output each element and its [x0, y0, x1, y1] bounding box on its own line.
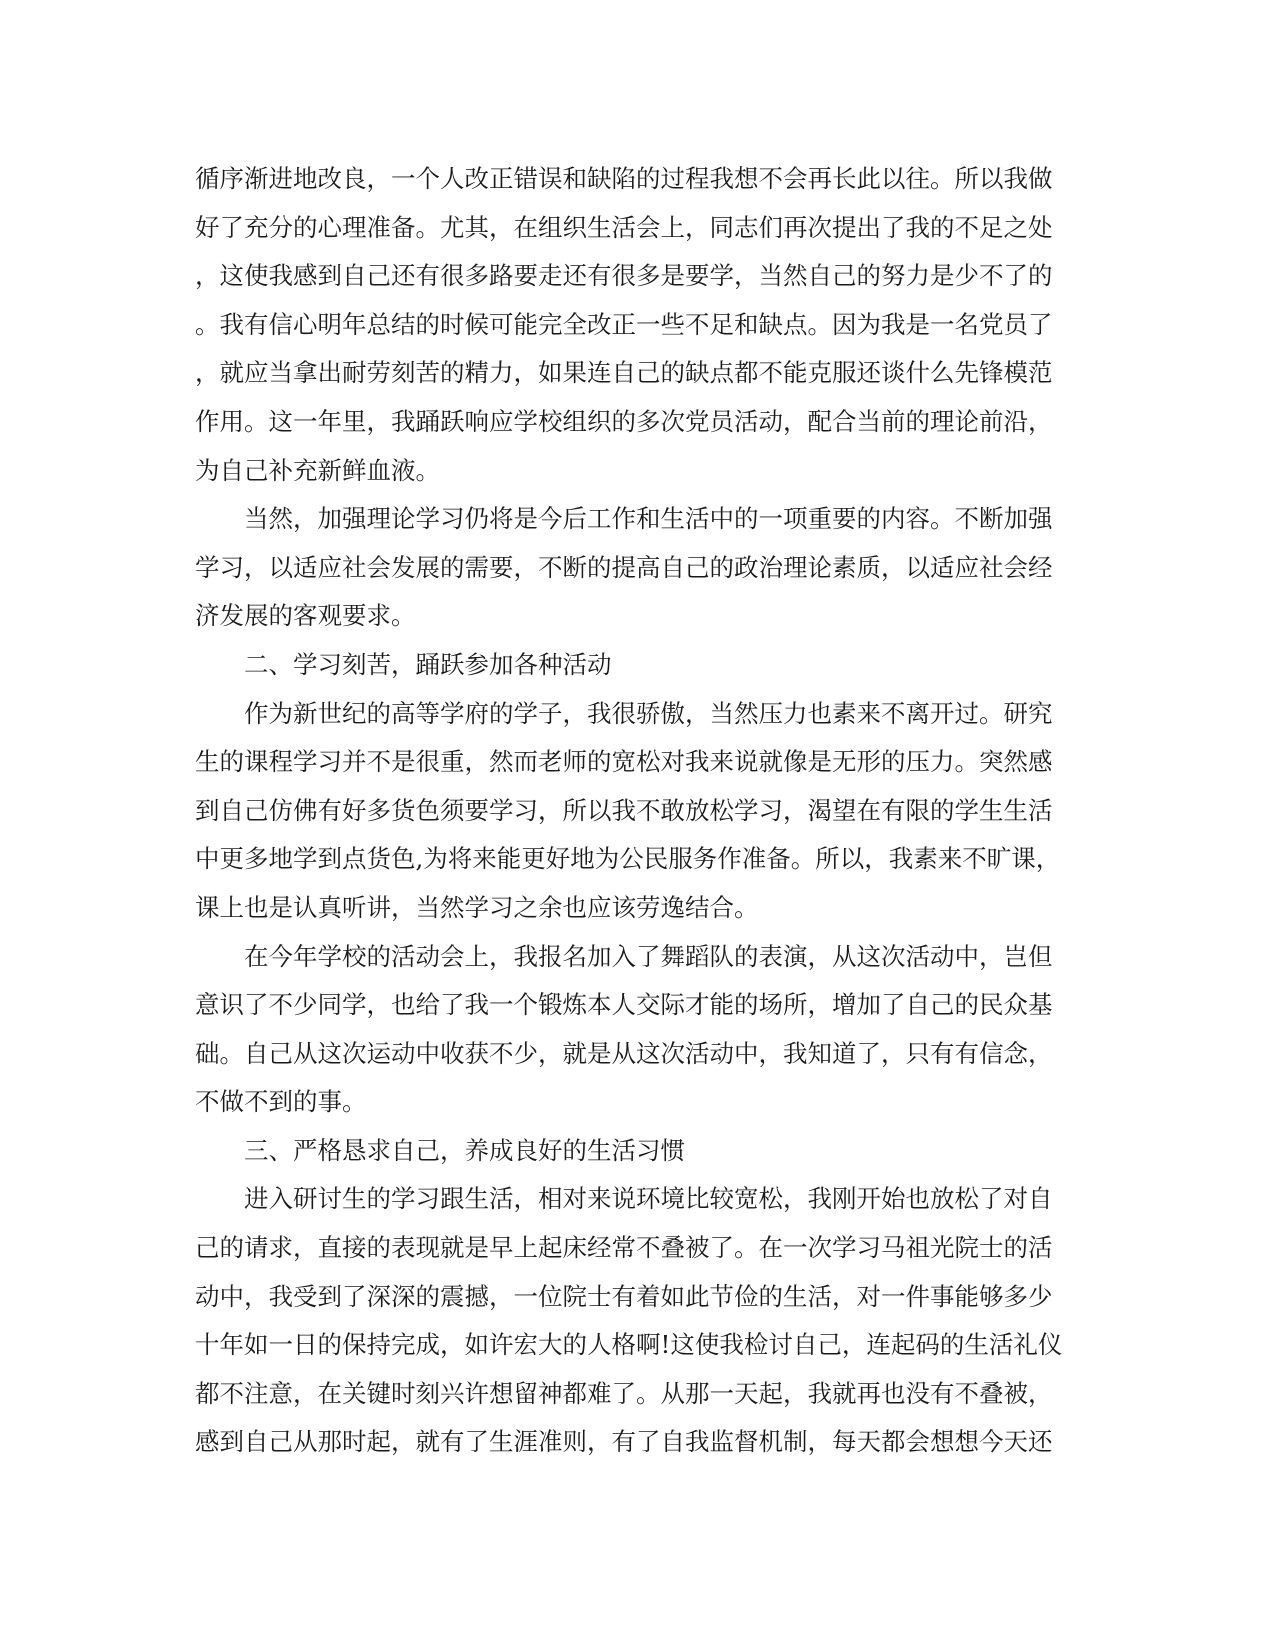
section-heading: 三、严格恳求自己，养成良好的生活习惯	[244, 1135, 685, 1165]
text-line: 到自己仿佛有好多货色须要学习，所以我不敢放松学习，渴望在有限的学生生活	[195, 795, 1053, 825]
text-line: 为自己补充新鲜血液。	[195, 455, 440, 485]
text-line: 意识了不少同学，也给了我一个锻炼本人交际才能的场所，增加了自己的民众基	[195, 990, 1053, 1020]
text-line: 课上也是认真听讲，当然学习之余也应该劳逸结合。	[195, 892, 759, 922]
text-line: 作用。这一年里，我踊跃响应学校组织的多次党员活动，配合当前的理论前沿，	[195, 406, 1053, 436]
text-line: 础。自己从这次运动中收获不少，就是从这次活动中，我知道了，只有有信念，	[195, 1038, 1053, 1068]
paragraph-start-line: 在今年学校的活动会上，我报名加入了舞蹈队的表演，从这次活动中，岂但	[244, 941, 1053, 971]
text-line: 。我有信心明年总结的时候可能完全改正一些不足和缺点。因为我是一名党员了	[195, 309, 1053, 339]
section-heading: 二、学习刻苦，踊跃参加各种活动	[244, 649, 612, 679]
text-line: 感到自己从那时起，就有了生涯准则，有了自我监督机制，每天都会想想今天还	[195, 1427, 1053, 1457]
text-line: 中更多地学到点货色,为将来能更好地为公民服务作准备。所以，我素来不旷课，	[195, 844, 1061, 874]
text-line: 生的课程学习并不是很重，然而老师的宽松对我来说就像是无形的压力。突然感	[195, 747, 1053, 777]
paragraph-start-line: 当然，加强理论学习仍将是今后工作和生活中的一项重要的内容。不断加强	[244, 504, 1053, 534]
paragraph-start-line: 进入研讨生的学习跟生活，相对来说环境比较宽松，我刚开始也放松了对自	[244, 1184, 1053, 1214]
text-line: 动中，我受到了深深的震撼，一位院士有着如此节俭的生活，对一件事能够多少	[195, 1281, 1053, 1311]
text-line: 好了充分的心理准备。尤其，在组织生活会上，同志们再次提出了我的不足之处	[195, 212, 1053, 242]
text-line: 循序渐进地改良，一个人改正错误和缺陷的过程我想不会再长此以往。所以我做	[195, 164, 1053, 193]
text-line: 学习，以适应社会发展的需要，不断的提高自己的政治理论素质，以适应社会经	[195, 552, 1053, 582]
body-text	[195, 155, 1080, 1467]
paragraph-start-line: 作为新世纪的高等学府的学子，我很骄傲，当然压力也素来不离开过。研究	[244, 698, 1053, 728]
text-line: ，就应当拿出耐劳刻苦的精力，如果连自己的缺点都不能克服还谈什么先锋模范	[195, 358, 1053, 388]
text-line: 不做不到的事。	[195, 1087, 367, 1117]
text-line: 十年如一日的保持完成，如许宏大的人格啊!这使我检讨自己，连起码的生活礼仪	[195, 1330, 1063, 1360]
text-line: 都不注意，在关键时刻兴许想留神都难了。从那一天起，我就再也没有不叠被，	[195, 1378, 1053, 1408]
text-line: ，这使我感到自己还有很多路要走还有很多是要学，当然自己的努力是少不了的	[195, 261, 1053, 291]
text-line: 济发展的客观要求。	[195, 601, 416, 631]
text-line: 己的请求，直接的表现就是早上起床经常不叠被了。在一次学习马祖光院士的活	[195, 1233, 1053, 1263]
